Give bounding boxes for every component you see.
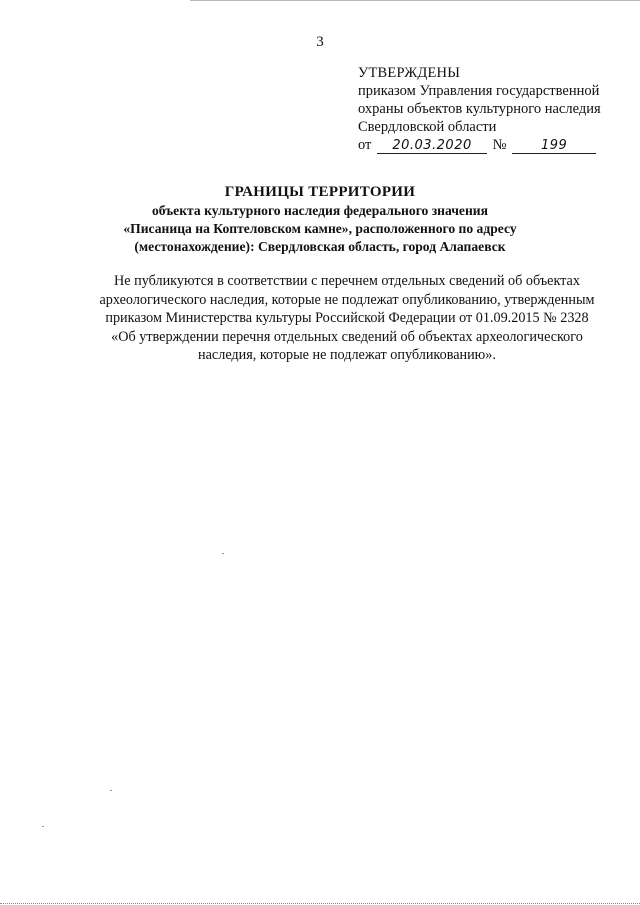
- approval-title: УТВЕРЖДЕНЫ: [358, 65, 461, 81]
- scan-bottom-edge: [0, 903, 640, 904]
- heading-title: ГРАНИЦЫ ТЕРРИТОРИИ: [224, 184, 416, 200]
- number-sign: №: [492, 137, 507, 153]
- notice-line-3: приказом Министерства культуры Российской Федерации от 01.09.2015 № 2328: [105, 310, 589, 326]
- scan-speck: [222, 553, 224, 554]
- heading-line-3: (местонахождение): Свердловская область, город Алапаевск: [134, 239, 506, 254]
- notice-line-5: наследия, которые не подлежат опубликованию».: [198, 347, 496, 363]
- notice-paragraph: [66, 272, 628, 365]
- document-heading: [0, 183, 640, 256]
- notice-line-4: «Об утверждении перечня отдельных сведений об объектах археологического: [111, 328, 583, 345]
- notice-line-1: Не публикуются в соответствии с перечнем отдельных сведений об объектах: [114, 273, 580, 289]
- heading-line-2: «Писаница на Коптеловском камне», расположенного по адресу: [123, 221, 517, 236]
- approval-date-line: [358, 136, 640, 154]
- handwritten-date: 20.03.2020: [377, 138, 487, 154]
- date-prefix: от: [358, 137, 372, 153]
- scan-speck: [42, 826, 44, 827]
- approval-line-3: Свердловской области: [358, 119, 497, 135]
- page-number: 3: [316, 34, 324, 50]
- approval-line-2: охраны объектов культурного наследия: [358, 101, 601, 117]
- notice-line-2: археологического наследия, которые не подлежат опубликованию, утвержденным: [99, 291, 595, 308]
- approval-line-1: приказом Управления государственной: [358, 83, 600, 99]
- handwritten-number: 199: [512, 138, 596, 154]
- scan-top-edge: [190, 0, 640, 1]
- approval-block: [358, 64, 640, 154]
- scan-speck: [110, 790, 112, 791]
- heading-line-1: объекта культурного наследия федерального значения: [152, 203, 488, 218]
